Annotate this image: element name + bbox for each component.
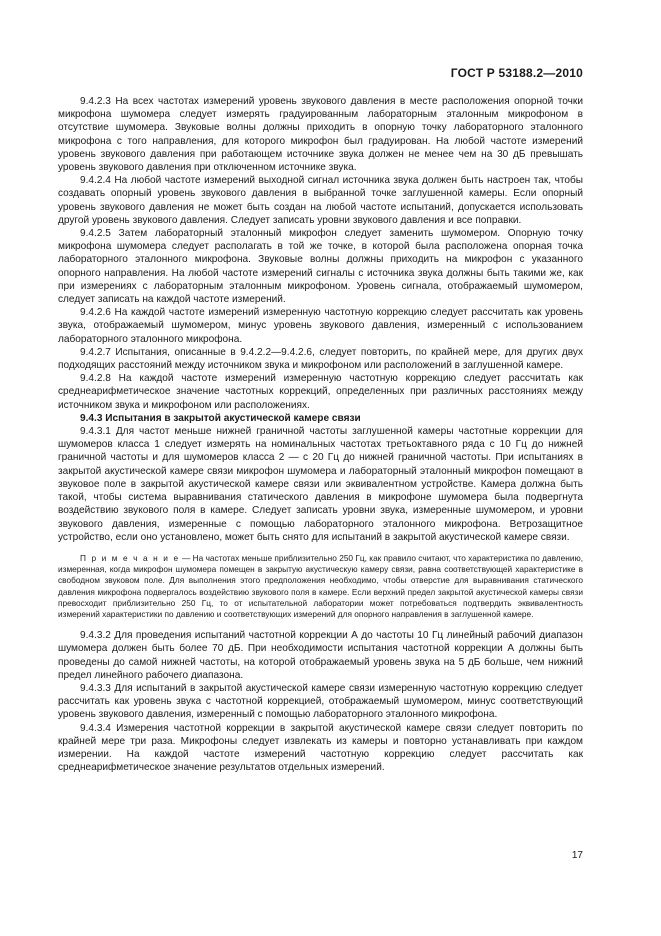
paragraph-9-4-3-4: 9.4.3.4 Измерения частотной коррекции в закрытой акустической камере связи следует повторить по крайней мере три раза. Микрофоны следует извлекать из камеры и повторно устанавливать при каждом измерении. На каждой частоте измерений частотную коррекцию следует рассчитать как среднеарифметическое значение результатов отдельных измерений. (58, 722, 583, 774)
paragraph-9-4-3-2: 9.4.3.2 Для проведения испытаний частотной коррекции А до частоты 10 Гц линейный рабочий диапазон шумомера должен быть более 70 дБ. При необходимости испытания частотной коррекции А должны быть проведены до самой нижней частоты, на которой отображаемый уровень звука на 5 дБ больше, чем нижний предел линейного рабочего диапазона. (58, 630, 583, 681)
paragraph-9-4-3-3: 9.4.3.3 Для испытаний в закрытой акустической камере связи измеренную частотную коррекцию следует рассчитать как уровень звука с частотной коррекцией, отображаемый шумомером, минус соответствующий уровень звукового давления, измеренный с помощью лабораторного эталонного микрофона. (58, 682, 583, 721)
standard-designation: ГОСТ Р 53188.2—2010 (450, 66, 583, 80)
page-number: 17 (571, 850, 583, 861)
note (58, 553, 583, 620)
paragraph-9-4-3-1: 9.4.3.1 Для частот меньше нижней граничной частоты заглушенной камеры частотные коррекции для шумомеров класса 1 следует измерять на номинальных частотах третьоктавного ряда с 10 Гц до нижней граничной частоты и для шумомеров класса 2 — с 20 Гц до нижней граничной частоты. При испытаниях в закрытой акустической камере связи микрофон шумомера и лабораторный эталонный микрофон помещают в звуковое поле в закрытой акустической камере связи или эквивалентном устройстве. Камера должна быть такой, чтобы система выравнивания статического давления в микрофоне шумомера была подвергнута воздействию звукового поля в камере. Следует записать уровни звука, измеренные шумомером, и уровни звукового давления, измеренные с помощью лабораторного эталонного микрофона. Ветрозащитное устройство, если оно установлено, может быть снято для испытаний в закрытой акустической камере связи. (58, 426, 583, 543)
note-label: П р и м е ч а н и е (80, 552, 180, 563)
paragraph-9-4-2-3: 9.4.2.3 На всех частотах измерений уровень звукового давления в месте расположения опорной точки микрофона шумомера следует измерять градуированным лабораторным эталонным микрофоном в отсутствие шумомера. Звуковые волны должны приходить в опорную точку лабораторного эталонного микрофона с того направления, для которого микрофон был градуирован. На любой частоте измерений уровень звукового давления при работающем источнике звука должен не менее чем на 30 дБ превышать уровень звукового давления при отключенном источнике звука. (58, 96, 583, 174)
note-text: — На частотах меньше приблизительно 250 Гц, как правило считают, что характеристика по давлению, измеренная, когда микрофон шумомера помещен в закрытую акустическую камеру связи, равна соответствующей характеристике в свободном звуковом поле. Для выполнения этого предположения необходимо, чтобы отверстие для выравнивания статического давления микрофона подвергалось воздействию звукового поля в камере. Если верхний предел закрытой акустической камеры связи превосходит приблизительно 250 Гц, то от испытательной лаборатории может потребоваться подтвердить эквивалентность измерений характеристики по давлению и соответствующих измерений для опорного направления в заглушенной камере. (58, 552, 583, 619)
paragraph-9-4-2-5: 9.4.2.5 Затем лабораторный эталонный микрофон следует заменить шумомером. Опорную точку микрофона шумомера следует располагать в той же точке, в которой была расположена опорная точка лабораторного эталонного микрофона. Звуковые волны должны приходить на микрофон с указанного опорного направления. На любой частоте измерений сигналы с источника звука должны быть такими же, как при измерениях с лабораторным эталонным микрофоном. Уровень сигнала, отображаемый шумомером, следует записать на каждой частоте измерений. (58, 228, 583, 306)
paragraph-9-4-2-8: 9.4.2.8 На каждой частоте измерений измеренную частотную коррекцию следует рассчитать как среднеарифметическое значение частотных коррекций, определенных при различных расстояниях между источником звука и микрофоном или расположениях. (58, 373, 583, 411)
paragraph-9-4-2-7: 9.4.2.7 Испытания, описанные в 9.4.2.2—9.4.2.6, следует повторить, по крайней мере, для других двух подходящих расстояний между источником звука и микрофоном или расположений в заглушенной камере. (58, 346, 583, 372)
section-heading-9-4-3: 9.4.3 Испытания в закрытой акустической камере связи (80, 412, 361, 424)
paragraph-9-4-2-4: 9.4.2.4 На любой частоте измерений выходной сигнал источника звука должен быть настроен так, чтобы создавать опорный уровень звукового давления в выбранной точке заглушенной камеры. Если опорный уровень звукового давления не может быть создан на любой частоте испытаний, допускается использовать другой уровень звукового давления. Следует записать уровни звукового давления и все поправки. (58, 175, 583, 226)
paragraph-9-4-2-6: 9.4.2.6 На каждой частоте измерений измеренную частотную коррекцию следует рассчитать как уровень звука, отображаемый шумомером, минус уровень звукового давления, измеренный с использованием лабораторного эталонного микрофона. (58, 307, 583, 345)
document-body (58, 95, 583, 774)
